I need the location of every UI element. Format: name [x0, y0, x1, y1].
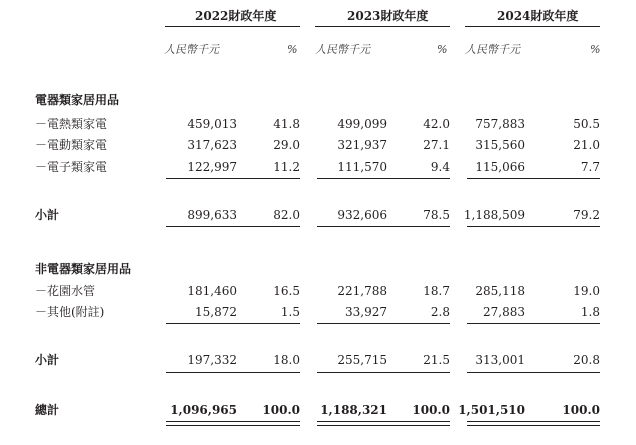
value-cell: 100.0: [262, 403, 300, 417]
value-cell: 21.5: [423, 353, 450, 367]
row-label: －電熱類家電: [35, 117, 108, 131]
year-header-2022: 2022財政年度: [195, 9, 277, 23]
value-cell: 111,570: [337, 160, 387, 174]
value-cell: 18.0: [273, 353, 300, 367]
total-label: 總計: [35, 403, 60, 417]
value-cell: 2.8: [430, 305, 450, 319]
value-cell: 100.0: [412, 403, 450, 417]
rule: [166, 226, 300, 227]
pct-label-2022: %: [287, 43, 298, 56]
value-cell: 1.5: [280, 305, 300, 319]
value-cell: 757,883: [475, 117, 525, 131]
pct-label-2023: %: [437, 43, 448, 56]
value-cell: 33,927: [345, 305, 387, 319]
year-header-2023: 2023財政年度: [347, 9, 429, 23]
rule: [166, 372, 300, 373]
year-header-2024: 2024財政年度: [497, 9, 579, 23]
value-cell: 79.2: [573, 208, 600, 222]
row-label: －其他(附註): [35, 305, 105, 319]
value-cell: 459,013: [187, 117, 237, 131]
value-cell: 11.2: [273, 160, 300, 174]
rule: [317, 372, 450, 373]
value-cell: 78.5: [423, 208, 450, 222]
row-label: －花園水管: [35, 284, 96, 298]
rule: [166, 178, 300, 179]
section-title-non-electrical: 非電器類家居用品: [35, 262, 132, 276]
pct-label-2024: %: [590, 43, 601, 56]
unit-label-2022: 人民幣千元: [164, 43, 219, 56]
value-cell: 313,001: [475, 353, 525, 367]
value-cell: 255,715: [337, 353, 387, 367]
value-cell: 7.7: [580, 160, 600, 174]
value-cell: 899,633: [187, 208, 237, 222]
value-cell: 21.0: [573, 138, 600, 152]
rule: [317, 178, 450, 179]
value-cell: 1.8: [580, 305, 600, 319]
value-cell: 9.4: [430, 160, 450, 174]
value-cell: 317,623: [187, 138, 237, 152]
year-underline-2022: [165, 26, 300, 27]
value-cell: 285,118: [475, 284, 525, 298]
value-cell: 16.5: [273, 284, 300, 298]
value-cell: 1,501,510: [458, 403, 525, 417]
value-cell: 221,788: [337, 284, 387, 298]
subtotal-label: 小計: [35, 208, 60, 222]
unit-label-2023: 人民幣千元: [315, 43, 370, 56]
value-cell: 20.8: [573, 353, 600, 367]
value-cell: 1,188,509: [463, 208, 525, 222]
unit-label-2024: 人民幣千元: [465, 43, 520, 56]
value-cell: 15,872: [195, 305, 237, 319]
section-title-electrical: 電器類家居用品: [35, 93, 120, 107]
double-rule: [166, 421, 300, 426]
value-cell: 82.0: [273, 208, 300, 222]
rule: [166, 323, 300, 324]
value-cell: 27.1: [423, 138, 450, 152]
double-rule: [317, 421, 450, 426]
value-cell: 315,560: [475, 138, 525, 152]
value-cell: 499,099: [337, 117, 387, 131]
value-cell: 197,332: [187, 353, 237, 367]
value-cell: 115,066: [475, 160, 525, 174]
rule: [467, 226, 600, 227]
value-cell: 42.0: [423, 117, 450, 131]
subtotal-label: 小計: [35, 353, 60, 367]
rule: [317, 323, 450, 324]
rule: [317, 226, 450, 227]
double-rule: [467, 421, 600, 426]
year-underline-2024: [465, 26, 600, 27]
value-cell: 1,188,321: [320, 403, 387, 417]
rule: [467, 178, 600, 179]
value-cell: 1,096,965: [170, 403, 237, 417]
value-cell: 41.8: [273, 117, 300, 131]
value-cell: 181,460: [187, 284, 237, 298]
row-label: －電子類家電: [35, 160, 108, 174]
row-label: －電動類家電: [35, 138, 108, 152]
rule: [467, 323, 600, 324]
value-cell: 932,606: [337, 208, 387, 222]
value-cell: 321,937: [337, 138, 387, 152]
value-cell: 27,883: [483, 305, 525, 319]
value-cell: 100.0: [562, 403, 600, 417]
value-cell: 19.0: [573, 284, 600, 298]
value-cell: 29.0: [273, 138, 300, 152]
year-underline-2023: [315, 26, 450, 27]
value-cell: 50.5: [573, 117, 600, 131]
value-cell: 122,997: [187, 160, 237, 174]
value-cell: 18.7: [423, 284, 450, 298]
rule: [467, 372, 600, 373]
